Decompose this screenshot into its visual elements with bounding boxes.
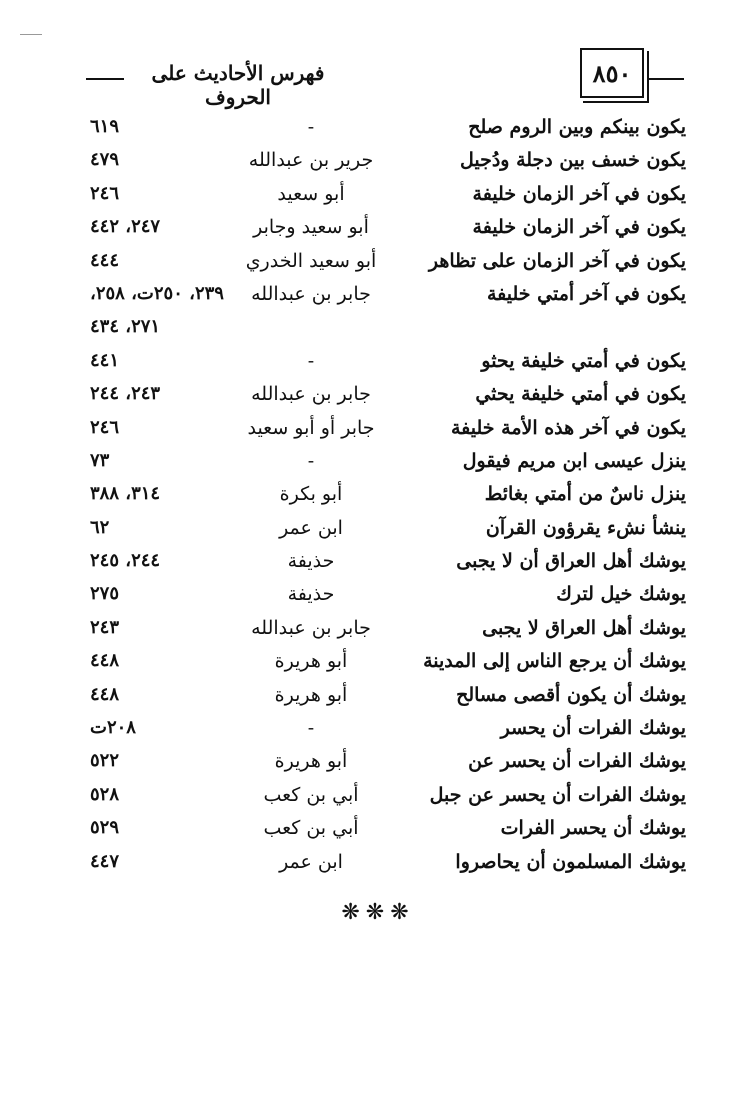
index-row [90, 851, 686, 884]
page-references [90, 517, 240, 538]
index-row [90, 283, 686, 316]
page-references [90, 650, 240, 671]
hadith-text: يكون خسف بين دجلة ودُجيل [459, 149, 686, 172]
page-references-text: ٥٢٩ [90, 817, 120, 839]
page-references [90, 316, 240, 337]
page-references-text: ٧٣ [90, 449, 110, 471]
hadith-text: يوشك الفرات أن يحسر [500, 717, 686, 740]
index-row [90, 250, 686, 283]
index-row [90, 383, 686, 416]
hadith-text: يوشك الفرات أن يحسر عن جبل [429, 783, 686, 806]
page-references [90, 483, 240, 504]
page-references-text: ٢٧١، ٤٣٤ [90, 316, 161, 338]
hadith-text: ينشأ نشء يقرؤون القرآن [485, 516, 686, 539]
index-row [90, 183, 686, 216]
narrator: - [307, 349, 315, 372]
page-references [90, 784, 240, 805]
narrator: جرير بن عبدالله [248, 149, 374, 172]
page-references-text: ٢٤٦ [90, 182, 120, 204]
page-references-text: ٢٤٣، ٢٤٤ [90, 383, 161, 405]
page-references-text: ٦٢ [90, 516, 110, 538]
page-references [90, 216, 240, 237]
narrator: أبو سعيد الخدري [245, 249, 377, 272]
hadith-text: ينزل ناسٌ من أمتي بغائط [484, 483, 686, 506]
page-references [90, 583, 240, 604]
page-references-text: ٢٤٧، ٤٤٢ [90, 216, 161, 238]
index-row [90, 483, 686, 516]
narrator: أبو سعيد [277, 182, 345, 205]
hadith-text: يوشك الفرات أن يحسر عن [468, 750, 686, 773]
page-references-text: ٦١٩ [90, 116, 120, 137]
page-references-text: ٥٢٢ [90, 750, 120, 772]
hadith-text: يكون في آخر الزمان على تظاهر [428, 249, 686, 272]
page-references [90, 350, 240, 371]
scan-mark [20, 34, 42, 35]
header-title: فهرس الأحاديث على الحروف [124, 61, 352, 109]
page-references-text: ٥٢٨ [90, 783, 120, 805]
hadith-text: يكون في آخر الزمان خليفة [472, 216, 686, 239]
page-references-text: ٢٠٨ت [90, 717, 136, 739]
page-references [90, 851, 240, 872]
page-references-text: ٤٤٨ [90, 650, 120, 672]
narrator: جابر أو أبو سعيد [247, 416, 375, 439]
hadith-text: يكون في آخر الزمان خليفة [472, 182, 686, 205]
narrator: جابر بن عبدالله [251, 282, 371, 305]
index-row [90, 116, 686, 149]
narrator: أبو بكرة [279, 483, 343, 506]
page-references [90, 750, 240, 771]
index-row [90, 617, 686, 650]
narrator: أبي بن كعب [263, 817, 359, 840]
index-row [90, 684, 686, 717]
narrator: - [307, 116, 315, 138]
page-number: ٨٥٠ [592, 58, 632, 88]
hadith-index-table [90, 116, 686, 884]
page-header [86, 48, 684, 109]
page-references-text: ٢٤٦ [90, 416, 120, 438]
hadith-text: يكون بينكم وبين الروم صلح [468, 116, 686, 138]
hadith-text: يكون في أمتي خليفة يحثي [475, 383, 686, 406]
page-references [90, 684, 240, 705]
page-references [90, 116, 240, 137]
narrator: ابن عمر [279, 516, 343, 539]
page-references-text: ٢٤٤، ٢٤٥ [90, 550, 161, 572]
page-references [90, 717, 240, 738]
section-end-ornament: ❋❋❋ [341, 900, 415, 925]
index-row [90, 417, 686, 450]
narrator: أبو هريرة [274, 750, 348, 773]
page-references [90, 817, 240, 838]
page-number-box [580, 48, 644, 98]
index-row [90, 583, 686, 616]
page-references [90, 550, 240, 571]
page-references-text: ٢٧٥ [90, 583, 120, 605]
narrator: - [307, 449, 315, 472]
narrator: أبو هريرة [274, 683, 348, 706]
narrator: أبي بن كعب [263, 783, 359, 806]
index-row [90, 350, 686, 383]
page-references [90, 183, 240, 204]
narrator: - [307, 717, 315, 740]
index-row [90, 817, 686, 850]
narrator: ابن عمر [279, 850, 343, 873]
hadith-text: يوشك أهل العراق لا يجبى [482, 616, 686, 639]
page-references-text: ٣١٤، ٣٨٨ [90, 483, 161, 505]
index-row [90, 717, 686, 750]
index-row [90, 450, 686, 483]
index-row [90, 149, 686, 182]
page-references-text: ٤٤٧ [90, 850, 120, 872]
page-references-text: ٤٤١ [90, 349, 120, 371]
index-row [90, 517, 686, 550]
page-references [90, 283, 240, 304]
page-references-text: ٤٧٩ [90, 149, 120, 171]
index-row [90, 316, 686, 349]
hadith-text: يوشك خيل لترك [556, 583, 686, 606]
narrator: جابر بن عبدالله [251, 383, 371, 406]
narrator: جابر بن عبدالله [251, 616, 371, 639]
page-references [90, 149, 240, 170]
narrator: أبو هريرة [274, 650, 348, 673]
hadith-text: ينزل عيسى ابن مريم فيقول [462, 449, 686, 472]
page-references [90, 250, 240, 271]
narrator: أبو سعيد وجابر [253, 216, 369, 239]
page-references [90, 450, 240, 471]
page-references-text: ٢٤٣ [90, 616, 120, 638]
hadith-text: يكون في آخر أمتي خليفة [486, 282, 686, 305]
page-references [90, 617, 240, 638]
page-references [90, 417, 240, 438]
hadith-text: يوشك أن يكون أقصى مسالح [456, 683, 686, 706]
hadith-text: يوشك أن يحسر الفرات [500, 817, 686, 840]
page-references [90, 383, 240, 404]
index-row [90, 784, 686, 817]
page-references-text: ٢٣٩، ٢٥٠ت، ٢٥٨، [90, 282, 224, 304]
hadith-text: يوشك المسلمون أن يحاصروا [455, 850, 686, 873]
hadith-text: يوشك أن يرجع الناس إلى المدينة [423, 650, 686, 673]
index-row [90, 550, 686, 583]
page-references-text: ٤٤٨ [90, 683, 120, 705]
index-row [90, 216, 686, 249]
narrator: حذيفة [287, 583, 335, 606]
narrator: حذيفة [287, 550, 335, 573]
hadith-text: يوشك أهل العراق أن لا يجبى [456, 550, 686, 573]
hadith-text: يكون في أمتي خليفة يحثو [481, 349, 686, 372]
index-row [90, 750, 686, 783]
hadith-text: يكون في آخر هذه الأمة خليفة [450, 416, 686, 439]
index-row [90, 650, 686, 683]
page-references-text: ٤٤٤ [90, 249, 120, 271]
